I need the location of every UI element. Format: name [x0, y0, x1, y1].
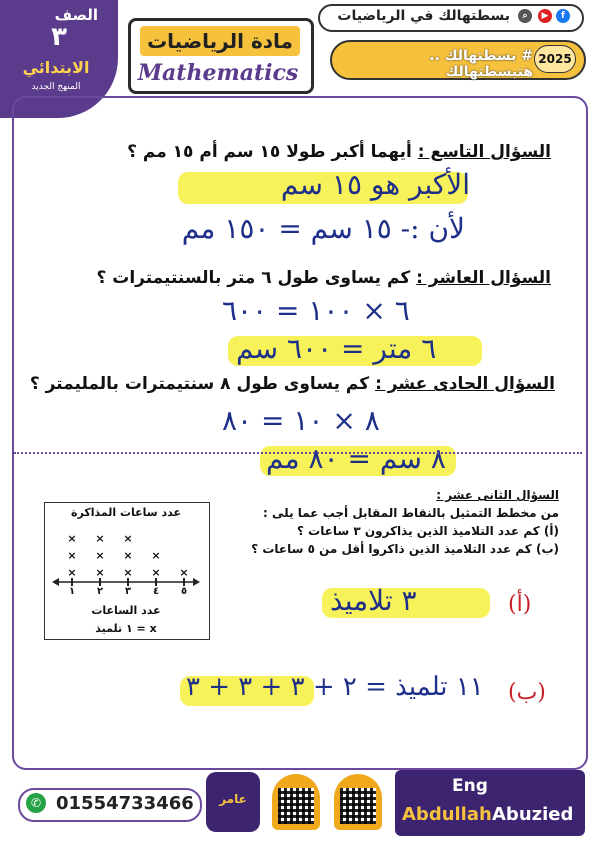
qr-code-1 [272, 774, 320, 830]
dot-plot-tick-label: ٢ [96, 586, 104, 597]
dot-plot-x-mark: × [95, 532, 105, 545]
q12-part-a: (أ) كم عدد التلاميذ الذين يذاكرون ٣ ساعات ؟ [297, 524, 559, 538]
q9-label: السؤال التاسع : [417, 142, 551, 162]
q12-answer-a-label: (أ) [508, 592, 532, 617]
q9-answer1: الأكبر هو ١٥ سم [280, 168, 470, 201]
q12-answer-a: ٣ تلاميذ [330, 584, 417, 617]
dot-plot-tick [155, 578, 157, 586]
grade-number: ٣ [51, 22, 67, 52]
q12-intro: من مخطط التمثيل بالنقاط المقابل أجب عما يلى : [263, 506, 559, 520]
dot-plot-x-mark: × [95, 566, 105, 579]
q10-text: كم يساوى طول ٦ متر بالسنتيمترات ؟ [96, 268, 411, 288]
q10-answer: ٦ متر = ٦٠٠ سم [236, 332, 437, 365]
qr-pattern-icon [278, 788, 314, 824]
author-last-name: Abuzied [492, 804, 574, 825]
dot-plot-tick-label: ١ [68, 586, 76, 597]
subject-title-ar: مادة الرياضيات [140, 26, 300, 56]
qr-pattern-icon [340, 788, 376, 824]
dot-plot-x-mark: × [123, 549, 133, 562]
q12-part-b: (ب) كم عدد التلاميذ الذين ذاكروا أقل من ٥ ساعات ؟ [251, 542, 559, 556]
curriculum-label: المنهج الجديد [31, 82, 81, 92]
q9-answer2: لأن :- ١٥ سم = ١٥٠ مم [181, 212, 465, 245]
q11-work: ٨ × ١٠ = ٨٠ [222, 404, 380, 437]
dot-plot-x-mark: × [179, 566, 189, 579]
youtube-icon: ▶ [538, 9, 552, 23]
phone-number: 01554733466 [56, 793, 194, 814]
dot-plot-x-mark: × [67, 549, 77, 562]
q12-label: السؤال الثانى عشر : [436, 488, 559, 502]
author-first-name: Abdullah [402, 804, 492, 825]
q12-answer-b: ١١ تلميذ = ٢ + ٣ + ٣ + ٣ [186, 672, 484, 702]
hashtag-year: 2025 [534, 45, 576, 73]
social-text: بسطتهالك في الرياضيات [337, 8, 510, 24]
phone-icon: ✆ [26, 793, 46, 813]
q10-question [96, 268, 551, 288]
hashtag-text: # بسطتهالك .. هتبسطتهالك [429, 48, 533, 80]
dot-plot-tick-label: ٤ [152, 586, 160, 597]
author-box [395, 770, 585, 836]
search-icon: ⌕ [518, 9, 532, 23]
logo-text: عامر [219, 792, 247, 806]
dot-plot-x-mark: × [67, 566, 77, 579]
dot-plot-title: عدد ساعات المذاكرة [71, 506, 181, 519]
q10-label: السؤال العاشر : [416, 268, 551, 288]
qr-code-2 [334, 774, 382, 830]
section-divider [14, 452, 582, 454]
dot-plot-x-mark: × [67, 532, 77, 545]
dot-plot-tick [127, 578, 129, 586]
q11-question [30, 374, 555, 394]
dot-plot-key: x = ١ تلميذ [95, 622, 157, 635]
dot-plot-x-mark: × [151, 549, 161, 562]
dot-plot-x-mark: × [123, 566, 133, 579]
facebook-icon: f [556, 9, 570, 23]
dot-plot-tick [183, 578, 185, 586]
author-title: Eng [452, 776, 488, 796]
subject-title-en: Mathematics [137, 60, 299, 86]
q11-text: كم يساوى طول ٨ سنتيمترات بالمليمتر ؟ [29, 374, 370, 394]
dot-plot-tick-label: ٥ [180, 586, 188, 597]
q11-label: السؤال الحادى عشر : [375, 374, 555, 394]
dot-plot-tick [71, 578, 73, 586]
dot-plot-x-mark: × [123, 532, 133, 545]
grade-label: الصف [54, 6, 98, 24]
q9-text: أيهما أكبر طولا ١٥ سم أم ١٥ مم ؟ [127, 142, 412, 162]
grade-stage: الابتدائي [22, 58, 90, 77]
q11-answer: ٨ سم = ٨٠ مم [266, 442, 446, 475]
dot-plot-x-mark: × [151, 566, 161, 579]
dot-plot-tick [99, 578, 101, 586]
q10-work: ٦ × ١٠٠ = ٦٠٠ [222, 294, 410, 327]
logo [206, 772, 260, 832]
q9-question [127, 142, 551, 162]
dot-plot-xlabel: عدد الساعات [91, 604, 161, 617]
dot-plot-tick-label: ٣ [124, 586, 132, 597]
dot-plot-x-mark: × [95, 549, 105, 562]
q12-answer-b-label: (ب) [508, 680, 546, 705]
